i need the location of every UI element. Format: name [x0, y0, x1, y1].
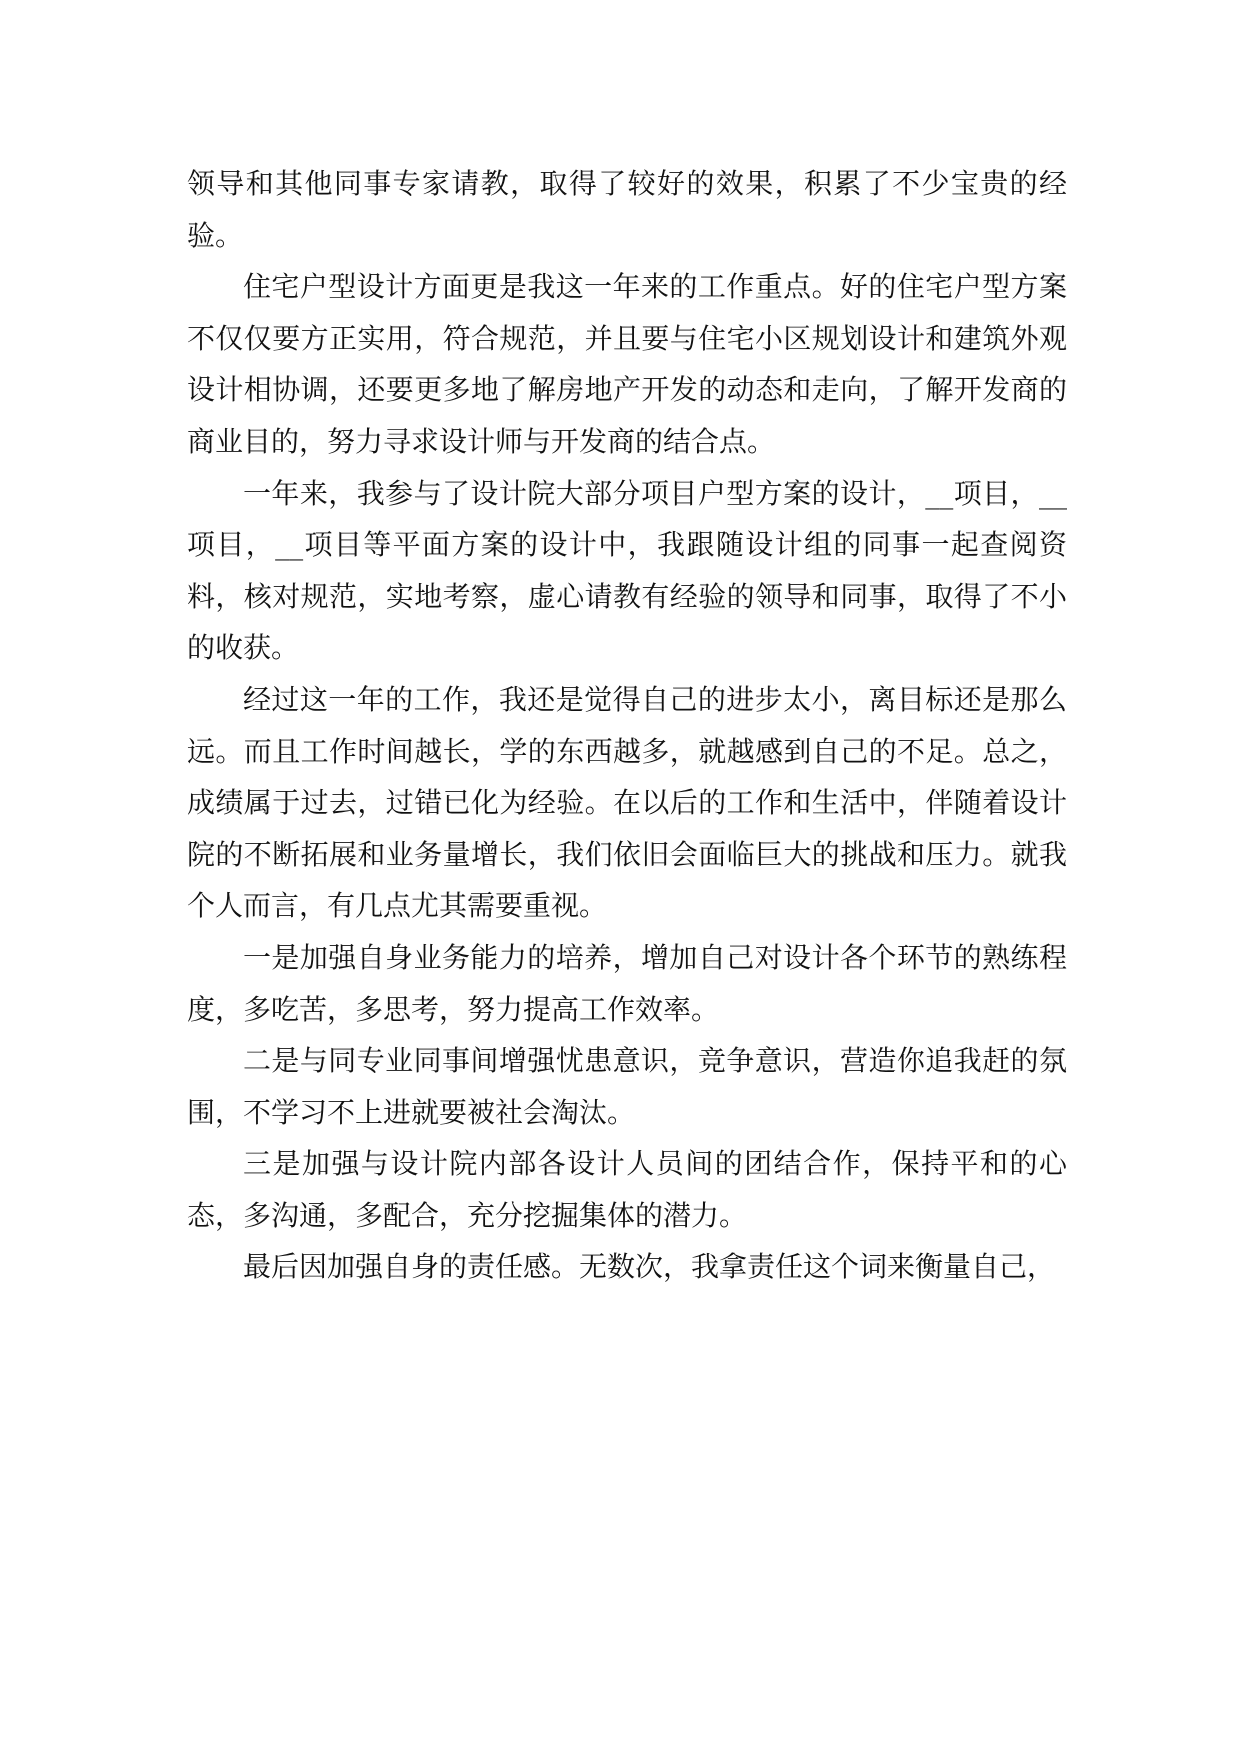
paragraph-3: 一年来，我参与了设计院大部分项目户型方案的设计，__项目，__项目，__项目等平面方案的设计中，我跟随设计组的同事一起查阅资料，核对规范，实地考察，虚心请教有经验的领导和同事，取得了不小的收获。 — [187, 476, 1067, 665]
paragraph-6: 二是与同专业同事间增强忧患意识，竞争意识，营造你追我赶的氛围，不学习不上进就要被社会淘汰。 — [187, 1044, 1067, 1129]
paragraph-8: 最后因加强自身的责任感。无数次，我拿责任这个词来衡量自己， — [243, 1250, 1056, 1284]
paragraph-4: 经过这一年的工作，我还是觉得自己的进步太小，离目标还是那么远。而且工作时间越长，学的东西越多，就越感到自己的不足。总之，成绩属于过去，过错已化为经验。在以后的工作和生活中，伴随着设计院的不断拓展和业务量增长，我们依旧会面临巨大的挑战和压力。就我个人而言，有几点尤其需要重视。 — [187, 682, 1067, 923]
document-body — [187, 158, 1067, 1293]
paragraph-2: 住宅户型设计方面更是我这一年来的工作重点。好的住宅户型方案不仅仅要方正实用，符合规范，并且要与住宅小区规划设计和建筑外观设计相协调，还要更多地了解房地产开发的动态和走向，了解开发商的商业目的，努力寻求设计师与开发商的结合点。 — [187, 270, 1067, 458]
paragraph-5: 一是加强自身业务能力的培养，增加自己对设计各个环节的熟练程度，多吃苦，多思考，努力提高工作效率。 — [187, 940, 1067, 1026]
paragraph-7: 三是加强与设计院内部各设计人员间的团结合作，保持平和的心态，多沟通，多配合，充分挖掘集体的潜力。 — [187, 1147, 1067, 1232]
paragraph-1: 领导和其他同事专家请教，取得了较好的效果，积累了不少宝贵的经验。 — [187, 167, 1067, 252]
